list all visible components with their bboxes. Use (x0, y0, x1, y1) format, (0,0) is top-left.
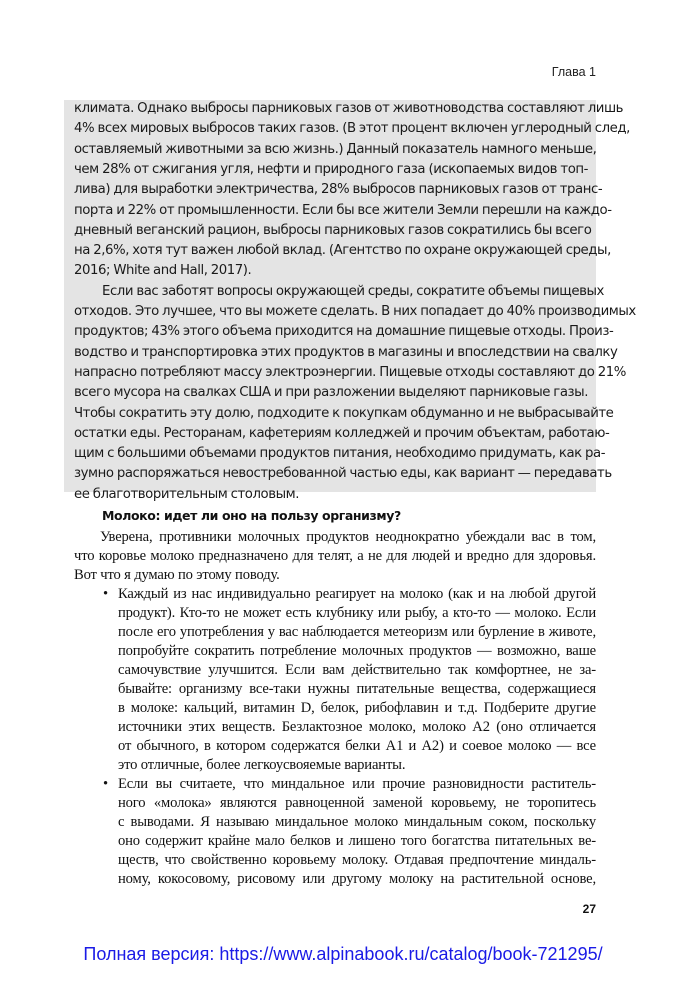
body-text-line: от обычного, в котором содержатся белки A1 и A2) и соевое молоко — все (118, 738, 596, 754)
box-text-line: Чтобы сократить эту долю, подходите к покупкам обдуманно и не выбрасывайте (74, 405, 614, 421)
box-text-line: 2016; White and Hall, 2017). (74, 263, 252, 279)
box-text-line: климата. Однако выбросы парниковых газов от животноводства составляют лишь (74, 101, 624, 116)
box-text-line: зумно распоряжаться невостребованной частью еды, как вариант — передавать (74, 466, 612, 482)
bullet-icon: • (103, 776, 109, 792)
body-text-line: Каждый из нас индивидуально реагирует на молоко (как и на любой другой (118, 586, 596, 602)
body-text-line: Уверена, противники молочных продуктов неоднократно убеждали вас в том, (100, 529, 596, 545)
body-text-line: это отличные, более легкоусвояемые варианты. (118, 757, 406, 773)
section-heading: Молоко: идет ли оно на пользу организму? (102, 508, 401, 523)
box-text-line: отходов. Это лучшее, что вы можете сделать. В них попадает до 40% производимых (74, 304, 636, 319)
box-text-line: дневный веганский рацион, выбросы парниковых газов сократились бы всего (74, 222, 592, 238)
body-text-line: Если вы считаете, что миндальное или прочие разновидности раститель- (118, 776, 596, 792)
body-text-line: Вот что я думаю по этому поводу. (74, 567, 280, 583)
page-number: 27 (582, 902, 596, 916)
box-text-line: на 2,6%, хотя тут важен любой вклад. (Агентство по охране окружающей среды, (74, 243, 611, 259)
body-text-line: в молоке: кальций, витамин D, белок, рибофлавин и т.д. Подберите другие (118, 700, 596, 716)
box-text-line: 4% всех мировых выбросов таких газов. (В этот процент включен углеродный след, (74, 121, 630, 137)
bullet-icon: • (103, 586, 109, 602)
box-text-line: порта и 22% от промышленности. Если бы все жители Земли перешли на каждо- (74, 202, 612, 218)
body-text-line: после его употребления у вас наблюдается метеоризм или бурление в животе, (118, 624, 596, 640)
full-version-link[interactable]: Полная версия: https://www.alpinabook.ru/catalog/book-721295/ (83, 944, 603, 964)
box-text-line: лива) для выработки электричества, 28% выбросов парниковых газов от транс- (74, 182, 603, 198)
body-text-line: ного «молока» являются равноценной заменой коровьему, не торопитесь (118, 795, 596, 811)
body-text-line: попробуйте сократить потребление молочных продуктов — возможно, ваше (118, 643, 596, 659)
body-text-line: бывайте: организму все-таки нужны питательные вещества, содержащиеся (118, 681, 596, 697)
box-text-line: водство и транспортировка этих продуктов в магазины и впоследствии на свалку (74, 344, 618, 360)
box-text-line: напрасно потребляют массу электроэнергии. Пищевые отходы составляют до 21% (74, 364, 626, 380)
body-text-line: что коровье молоко предназначено для телят, а не для людей и вредно для здоровья. (74, 548, 596, 564)
box-text-line: чем 28% от сжигания угля, нефти и природного газа (ископаемых видов топ- (74, 161, 588, 177)
box-text-line: оставляемый животными за всю жизнь.) Данный показатель намного меньше, (74, 141, 597, 157)
box-text-line: остатки еды. Ресторанам, кафетериям колледжей и прочим объектам, работаю- (74, 425, 610, 441)
body-text-line: с выводами. Я называю миндальное молоко миндальным соком, поскольку (118, 814, 596, 830)
body-text-line: самочувствие улучшится. Если вам действительно так комфортнее, не за- (118, 662, 596, 678)
body-text-line: оно содержит крайне мало белков и лишено того богатства питательных ве- (118, 833, 596, 849)
body-text-line: источники этих веществ. Безлактозное молоко, молоко A2 (оно отличается (118, 719, 596, 735)
chapter-header: Глава 1 (551, 65, 596, 79)
body-text-line: ному, кокосовому, рисовому или другому молоку на растительной основе, (118, 871, 596, 887)
box-text-line: ее благотворительным столовым. (74, 486, 299, 502)
body-text-line: продукт). Кто-то не может есть клубнику или рыбу, а кто-то — молоко. Если (118, 605, 596, 621)
box-text-line: продуктов; 43% этого объема приходится на домашние пищевые отходы. Произ- (74, 324, 614, 340)
box-text-line: Если вас заботят вопросы окружающей среды, сократите объемы пищевых (102, 283, 604, 299)
body-text-line: ществ, что свойственно коровьему молоку. Отдавая предпочтение миндаль- (118, 852, 596, 868)
box-text-line: всего мусора на свалках США и при разложении выделяют парниковые газы. (74, 385, 588, 401)
box-text-line: щим с большими объемами продуктов питания, необходимо придумать, как ра- (74, 446, 606, 462)
